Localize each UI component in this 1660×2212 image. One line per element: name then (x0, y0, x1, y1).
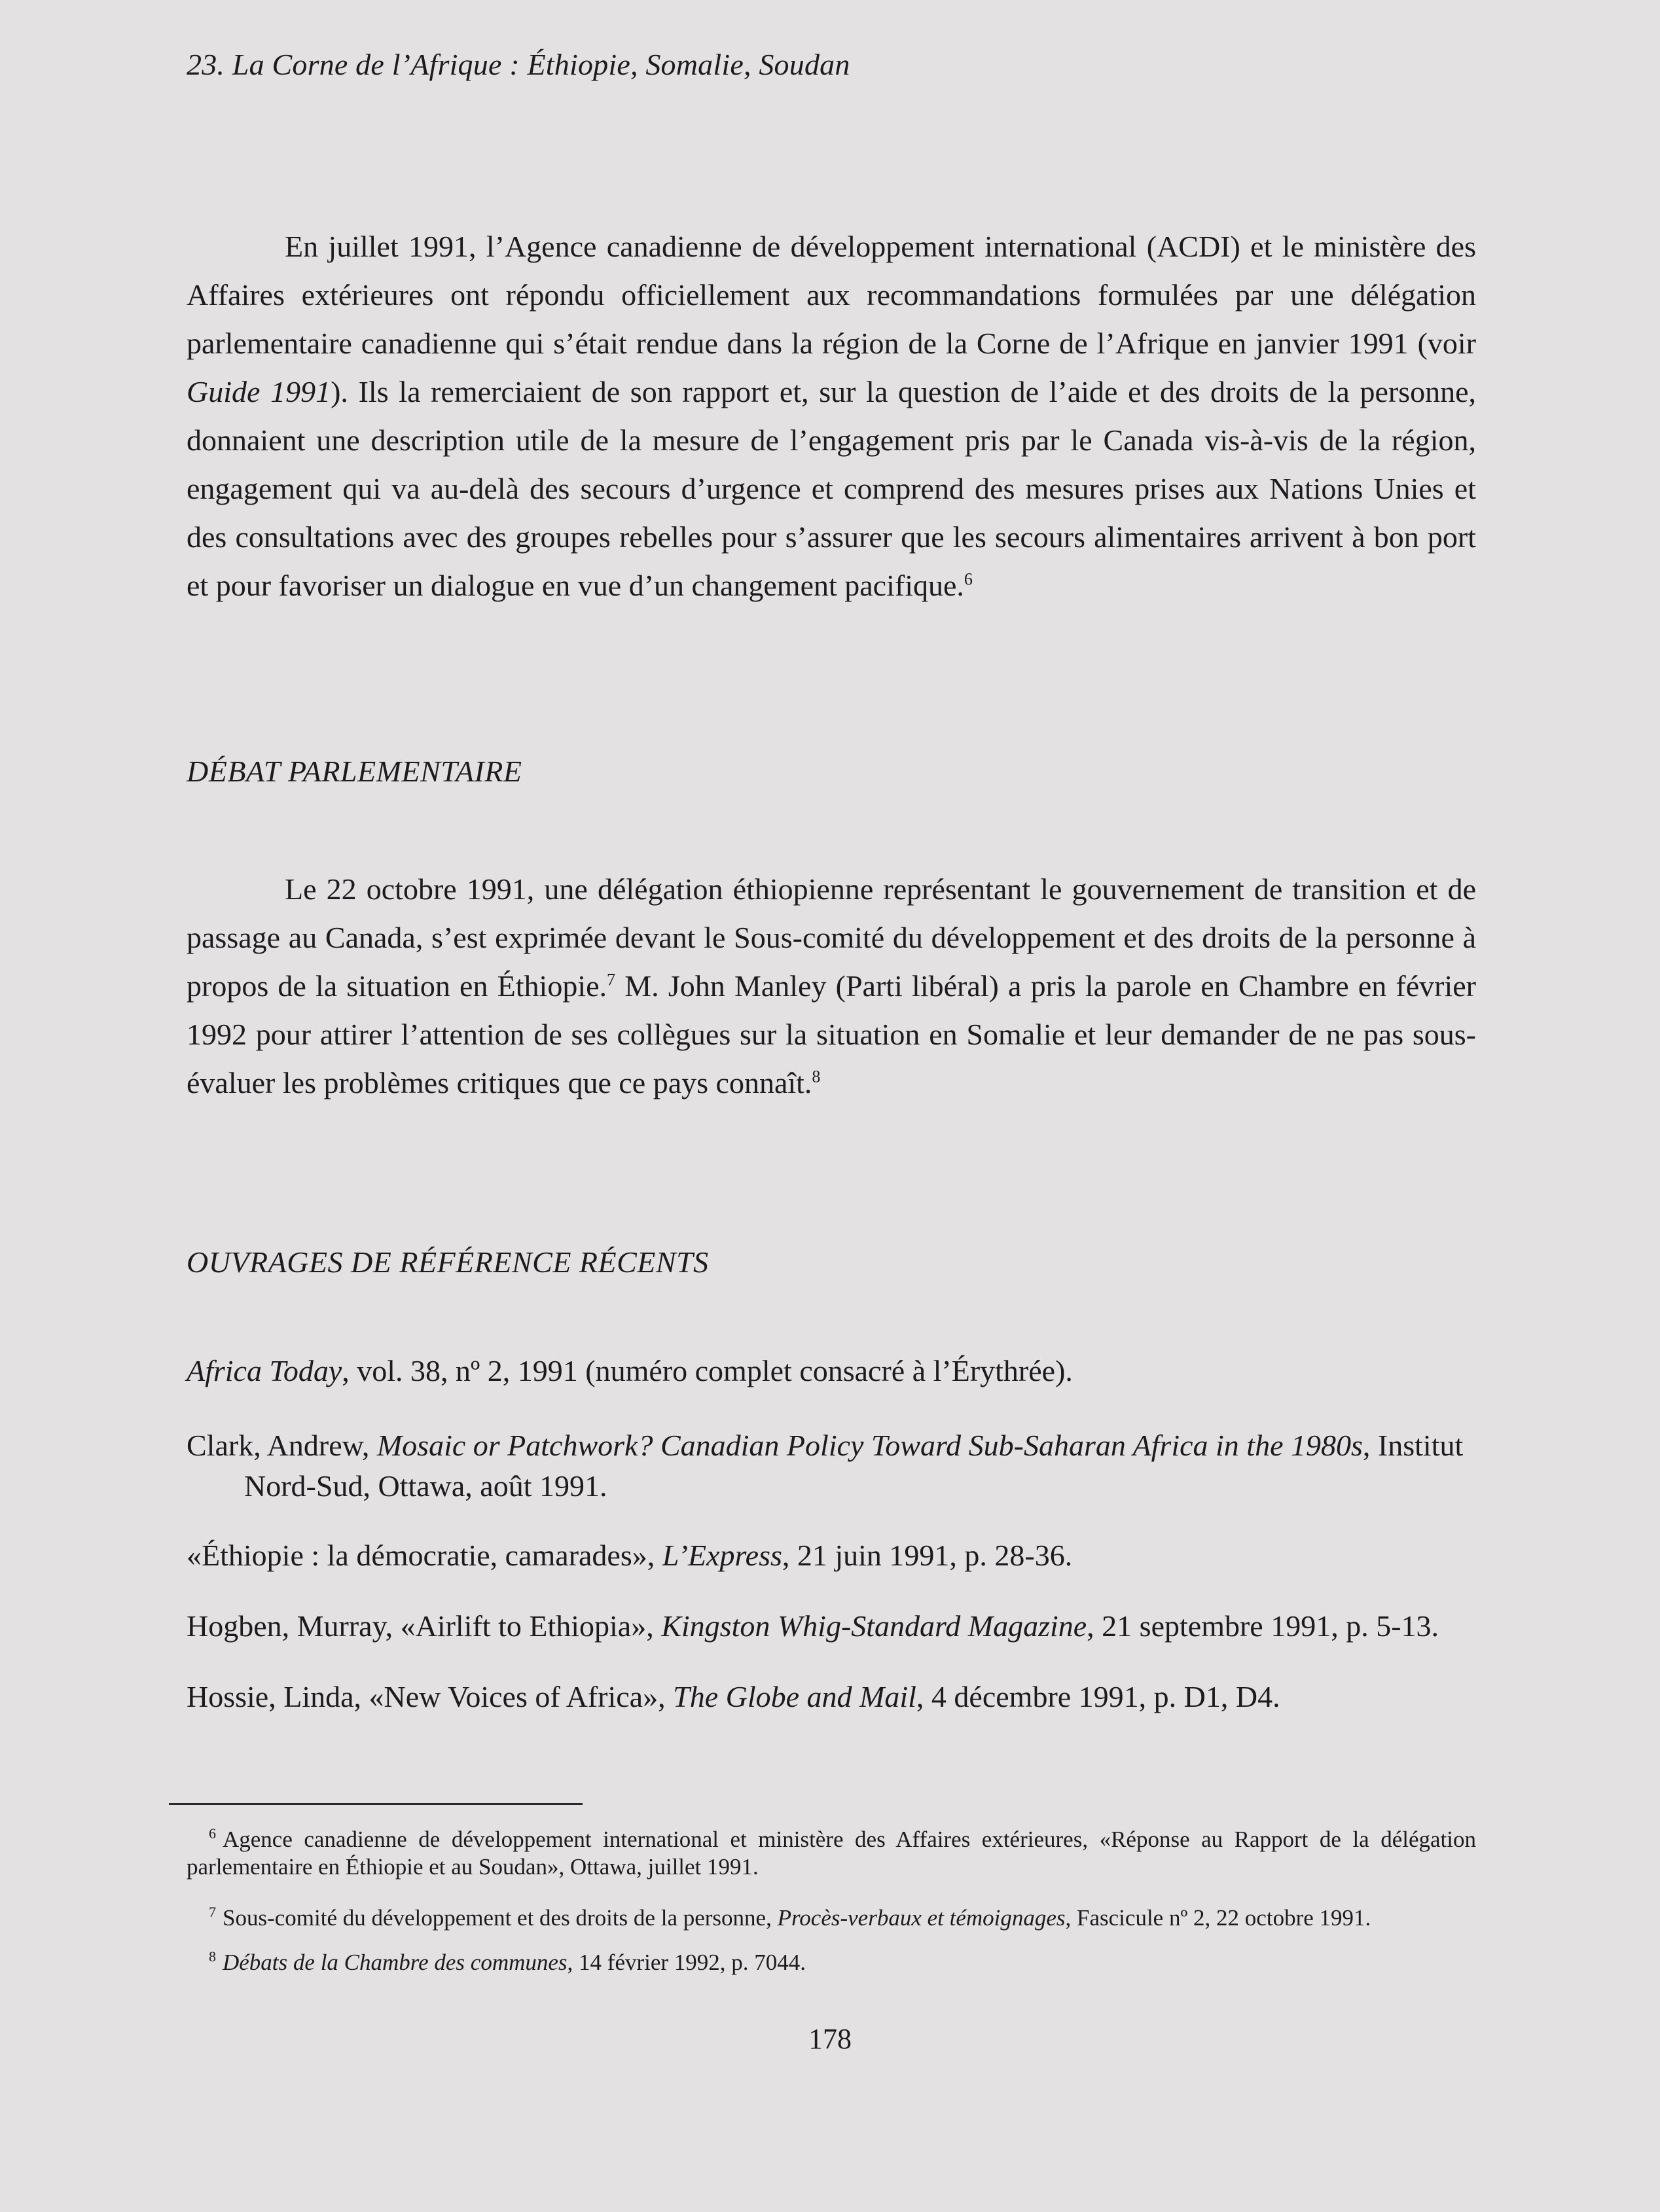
reference-item: Hogben, Murray, «Airlift to Ethiopia», Kingston Whig-Standard Magazine, 21 septembre 1991, p. 5-13. (187, 1609, 1439, 1643)
reference-item: Africa Today, vol. 38, nº 2, 1991 (numéro complet consacré à l’Érythrée). (187, 1354, 1073, 1387)
reference-item: «Éthiopie : la démocratie, camarades», L’Express, 21 juin 1991, p. 28-36. (187, 1539, 1073, 1572)
footnote-8: $^8$ Débats de la Chambre des communes, 14 février 1992, p. 7044. (209, 1948, 806, 1975)
running-head: 23. La Corne de l’Afrique : Éthiopie, Somalie, Soudan (187, 48, 850, 81)
reference-item: Hossie, Linda, «New Voices of Africa», The Globe and Mail, 4 décembre 1991, p. D1, D4. (187, 1680, 1280, 1713)
body-paragraph-1: En juillet 1991, l’Agence canadienne de développement international (ACDI) et le ministère des Affaires extérieures ont répondu officiellement aux recommandations formulées par une délégation parlementaire canadienne qui s’était rendue dans la région de la Corne de l’Afrique en janvier 1991 (voir Guide 1991). Ils la remerciaient de son rapport et, sur la question de l’aide et des droits de la personne, donnaient une description utile de la mesure de l’engagement pris par le Canada vis-à-vis de la région, engagement qui va au-delà des secours d’urgence et comprend des mesures prises aux Nations Unies et des consultations avec des groupes rebelles pour s’assurer que les secours alimentaires arrivent à bon port et pour favoriser un dialogue en vue d’un changement pacifique.$^6$ (187, 230, 1476, 602)
body-paragraph-2: Le 22 octobre 1991, une délégation éthiopienne représentant le gouvernement de transition et de passage au Canada, s’est exprimée devant le Sous-comité du développement et des droits de la personne à propos de la situation en Éthiopie.$^7$ M. John Manley (Parti libéral) a pris la parole en Chambre en février 1992 pour attirer l’attention de ses collègues sur la situation en Somalie et leur demander de ne pas sous-évaluer les problèmes critiques que ce pays connaît.$^8$ (187, 872, 1477, 1099)
footnote-ref-8[interactable]: 8 (812, 1067, 821, 1086)
footnote-divider (169, 1803, 583, 1805)
page-number: 178 (808, 2023, 852, 2055)
footnote-7: $^7$ Sous-comité du développement et des droits de la personne, Procès-verbaux et témoignages, Fascicule nº 2, 22 octobre 1991. (209, 1904, 1371, 1931)
footnote-ref-7[interactable]: 7 (607, 970, 616, 990)
footnote-6: $^6$ Agence canadienne de développement international et ministère des Affaires extérieures, «Réponse au Rapport de la délégation parlementaire en Éthiopie et au Soudan», Ottawa, juillet 1991. (187, 1825, 1476, 1880)
footnote-ref-6[interactable]: 6 (964, 569, 973, 589)
section-heading-ouvrages: OUVRAGES DE RÉFÉRENCE RÉCENTS (187, 1245, 709, 1279)
section-heading-debat: DÉBAT PARLEMENTAIRE (187, 755, 522, 788)
reference-item: Clark, Andrew, Mosaic or Patchwork? Canadian Policy Toward Sub-Saharan Africa in the 1980s, Institut Nord-Sud, Ottawa, août 1991. (187, 1429, 1464, 1503)
